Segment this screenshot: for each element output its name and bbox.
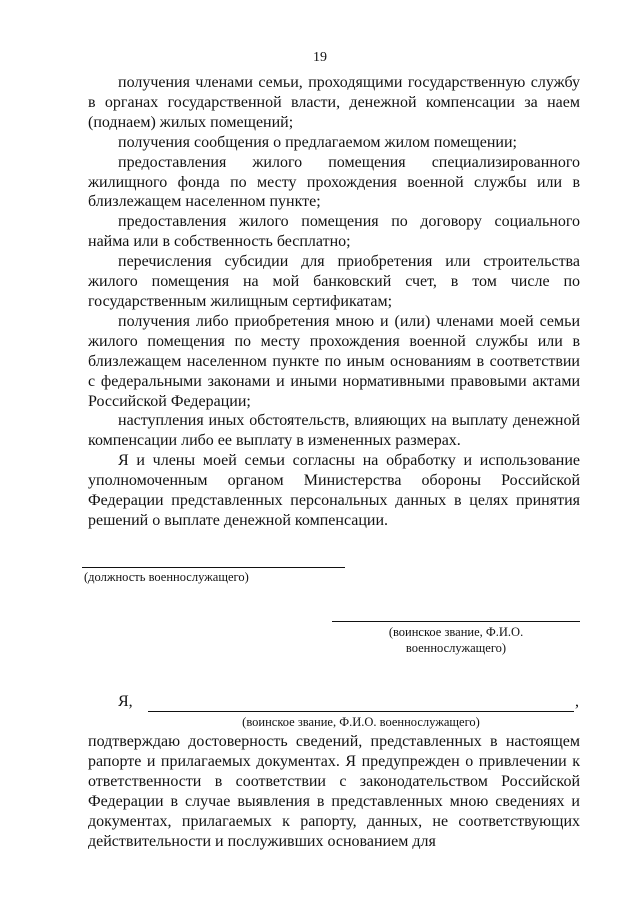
consent-paragraph: Я и члены моей семьи согласны на обработку и использование уполномоченным органом Министерства обороны Российской Федерации представленных персональных данных в целях принятия решений о выплате денежной компенсации. <box>88 452 580 529</box>
paragraph: получения членами семьи, проходящими государственную службу в органах государственной власти, денежной компенсации за наем (поднаем) жилых помещений; <box>88 74 580 131</box>
declaration-text-block <box>88 732 580 851</box>
paragraph: предоставления жилого помещения по договору социального найма или в собственность бесплатно; <box>88 213 580 251</box>
declaration-comma: , <box>575 693 579 710</box>
declarant-caption: (воинское звание, Ф.И.О. военнослужащего) <box>242 715 480 729</box>
position-signature-line[interactable] <box>82 567 345 568</box>
paragraph: получения сообщения о предлагаемом жилом помещении; <box>118 133 517 151</box>
paragraph: наступления иных обстоятельств, влияющих на выплату денежной компенсации либо ее выплату в измененных размерах. <box>88 412 580 450</box>
rank-name-caption-line: военнослужащего) <box>405 641 507 655</box>
rank-name-caption-line: (воинское звание, Ф.И.О. <box>388 625 524 639</box>
declaration-text: подтверждаю достоверность сведений, представленных в настоящем рапорте и прилагаемых документах. Я предупрежден о привлечении к ответственности в соответствии с законодательством Российской Федерации в случае выявления в представленных мною сведениях и документах, прилагаемых к рапорту, данных, не соответствующих действительности и послуживших основанием для <box>88 733 580 850</box>
rank-name-signature-line[interactable] <box>332 621 580 622</box>
page-number: 19 <box>313 50 327 65</box>
paragraph: получения либо приобретения мною и (или) членами моей семьи жилого помещения по месту прохождения военной службы или в близлежащем населенном пункте по иным основаниям в соответствии с федеральными законами и иными нормативными правовыми актами Российской Федерации; <box>88 312 580 410</box>
paragraph: предоставления жилого помещения специализированного жилищного фонда по месту прохождения военной службы или в близлежащем населенном пункте; <box>88 153 580 211</box>
position-caption: (должность военнослужащего) <box>84 570 249 584</box>
paragraph: перечисления субсидии для приобретения или строительства жилого помещения на мой банковский счет, в том числе по государственным жилищным сертификатам; <box>88 253 580 310</box>
declaration-ya: Я, <box>118 693 133 710</box>
report-body <box>88 73 580 531</box>
rank-name-caption <box>332 624 580 656</box>
declarant-name-line[interactable] <box>148 711 574 712</box>
